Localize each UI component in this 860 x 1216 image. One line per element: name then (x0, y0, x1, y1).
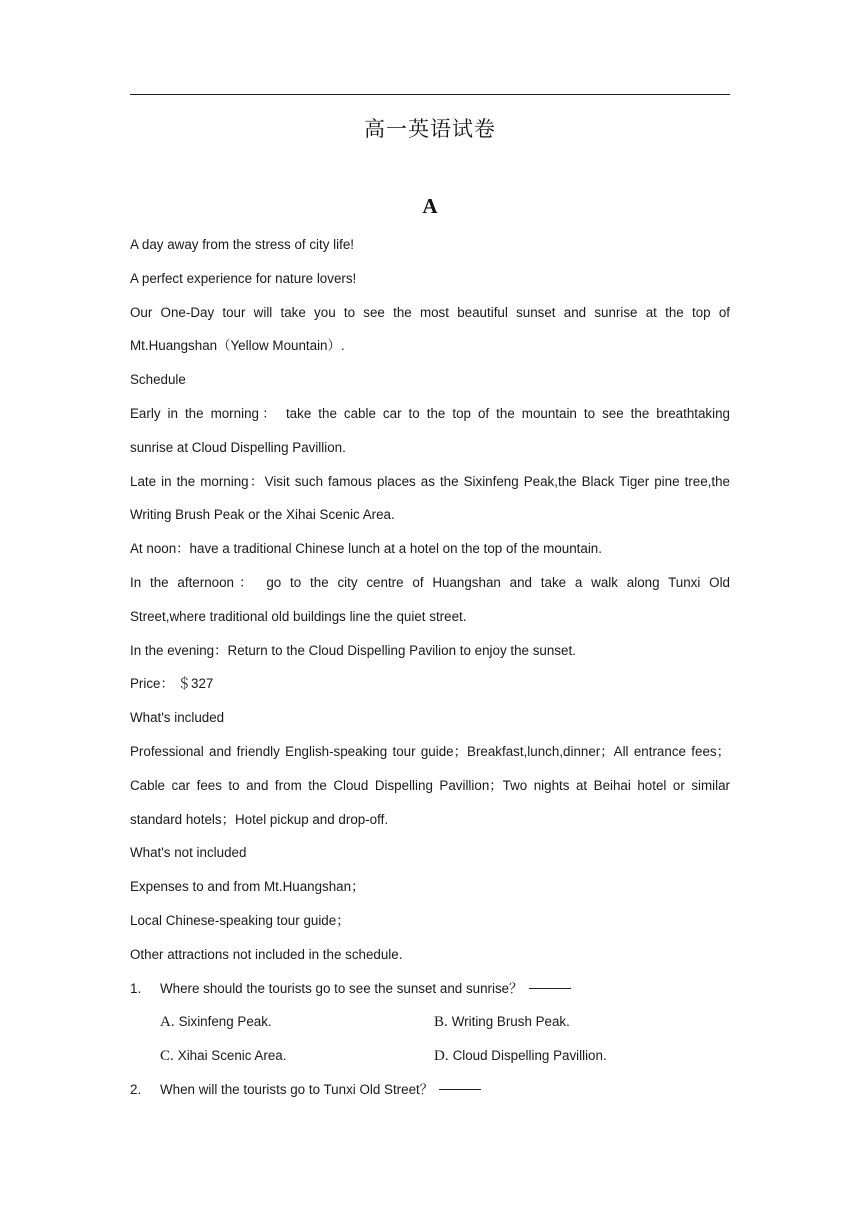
question-text: Where should the tourists go to see the sunset and sunrise？ (160, 980, 523, 996)
passage-line: Professional and friendly English-speaking tour guide；Breakfast,lunch,dinner；All entrance fees； (130, 743, 730, 759)
answer-blank[interactable] (529, 972, 571, 989)
options-row (130, 1005, 730, 1039)
option-a[interactable] (160, 1005, 434, 1039)
option-text: Cloud Dispelling Pavillion. (452, 1048, 607, 1064)
passage-line: standard hotels；Hotel pickup and drop-off. (130, 811, 389, 827)
option-b[interactable] (434, 1005, 708, 1039)
passage-line: Expenses to and from Mt.Huangshan； (130, 879, 365, 895)
option-text: Xihai Scenic Area. (177, 1048, 287, 1064)
passage-body (130, 228, 730, 1107)
passage-line: Local Chinese-speaking tour guide； (130, 912, 350, 928)
option-letter: C. (160, 1048, 174, 1065)
question-number: 1. (130, 980, 142, 996)
option-d[interactable] (434, 1039, 708, 1073)
passage-line: Street,where traditional old buildings line the quiet street. (130, 608, 467, 624)
question-number: 2. (130, 1081, 142, 1097)
option-c[interactable] (160, 1039, 434, 1073)
passage-line: What's included (130, 710, 225, 726)
passage-line: sunrise at Cloud Dispelling Pavillion. (130, 439, 346, 455)
passage-line: Early in the morning： take the cable car to the top of the mountain to see the breathtaking (130, 405, 730, 421)
option-letter: A. (160, 1014, 175, 1031)
question-text: When will the tourists go to Tunxi Old Street？ (160, 1081, 434, 1097)
option-letter: B. (434, 1014, 448, 1031)
passage-line: In the evening：Return to the Cloud Dispelling Pavilion to enjoy the sunset. (130, 642, 576, 658)
passage-line: In the afternoon： go to the city centre of Huangshan and take a walk along Tunxi Old (130, 574, 730, 590)
answer-blank[interactable] (439, 1073, 481, 1090)
passage-line: At noon：have a traditional Chinese lunch at a hotel on the top of the mountain. (130, 541, 602, 557)
passage-line: Our One-Day tour will take you to see the most beautiful sunset and sunrise at the top of (130, 304, 730, 320)
passage-line: What's not included (130, 845, 247, 861)
section-heading: A (422, 194, 438, 218)
passage-line: Mt.Huangshan（Yellow Mountain）. (130, 338, 345, 354)
header-rule (130, 94, 730, 95)
option-text: Sixinfeng Peak. (178, 1014, 272, 1030)
option-text: Writing Brush Peak. (451, 1014, 570, 1030)
document-title: 高一英语试卷 (364, 117, 496, 141)
passage-line: Price： ＄327 (130, 676, 214, 692)
passage-line: Schedule (130, 372, 186, 388)
question-1 (130, 972, 730, 1006)
options-row (130, 1039, 730, 1073)
question-2 (130, 1073, 730, 1107)
passage-line: Other attractions not included in the schedule. (130, 946, 403, 962)
passage-line: Cable car fees to and from the Cloud Dispelling Pavillion；Two nights at Beihai hotel or similar (130, 777, 730, 793)
option-letter: D. (434, 1048, 449, 1065)
passage-line: Late in the morning：Visit such famous places as the Sixinfeng Peak,the Black Tiger pine tree,the (130, 473, 730, 489)
passage-line: A perfect experience for nature lovers! (130, 270, 357, 286)
passage-line: A day away from the stress of city life! (130, 237, 355, 252)
passage-line: Writing Brush Peak or the Xihai Scenic Area. (130, 507, 395, 523)
